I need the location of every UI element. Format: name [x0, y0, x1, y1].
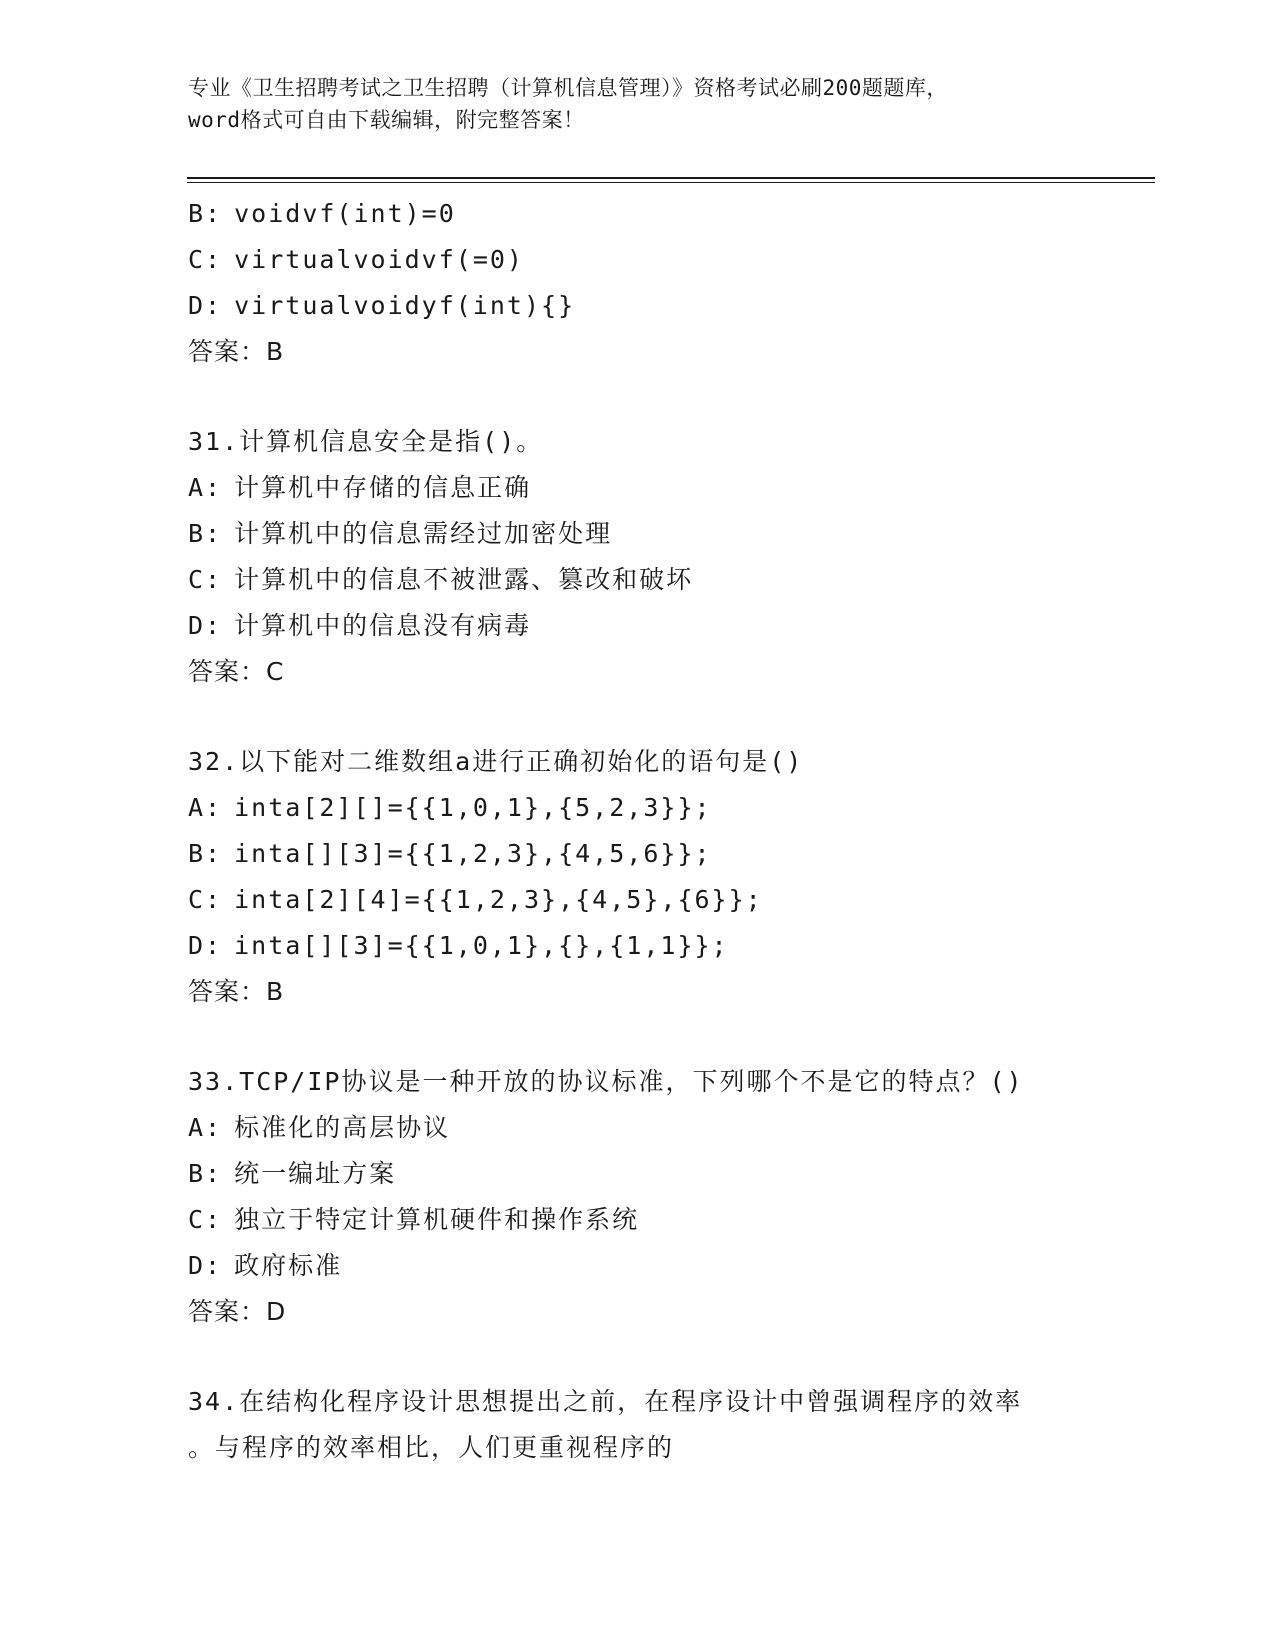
question-stem: 31.计算机信息安全是指()。	[188, 427, 544, 456]
option-a	[188, 1105, 1088, 1151]
option-letter: C:	[188, 885, 223, 914]
option-letter: D:	[188, 1251, 223, 1280]
header-divider-thick	[187, 177, 1155, 179]
option-text: virtualvoidvf(=0)	[234, 245, 524, 274]
option-text: inta[2][4]={{1,2,3},{4,5},{6}};	[234, 885, 763, 914]
option-c	[188, 237, 1088, 283]
question-31	[188, 419, 1088, 695]
option-letter: C:	[188, 245, 223, 274]
document-header	[188, 72, 1088, 136]
option-text: 政府标准	[234, 1251, 343, 1280]
option-c	[188, 877, 1088, 923]
option-b	[188, 831, 1088, 877]
option-text: 计算机中存储的信息正确	[234, 473, 532, 502]
question-list	[188, 191, 1088, 1471]
header-divider-thin	[187, 182, 1155, 183]
option-letter: D:	[188, 611, 223, 640]
option-b	[188, 1151, 1088, 1197]
option-c	[188, 557, 1088, 603]
header-title-line-2: word格式可自由下载编辑，附完整答案！	[188, 108, 585, 132]
answer-line: 答案：D	[188, 1297, 287, 1326]
answer-line: 答案：B	[188, 337, 285, 366]
answer-line: 答案：C	[188, 657, 285, 686]
option-text: inta[][3]={{1,2,3},{4,5,6}};	[234, 839, 712, 868]
option-letter: B:	[188, 1159, 223, 1188]
option-a	[188, 465, 1088, 511]
option-letter: B:	[188, 839, 223, 868]
option-letter: A:	[188, 793, 223, 822]
option-letter: D:	[188, 291, 223, 320]
option-letter: A:	[188, 1113, 223, 1142]
option-d	[188, 603, 1088, 649]
option-text: voidvf(int)=0	[234, 199, 456, 228]
option-text: 标准化的高层协议	[234, 1113, 451, 1142]
option-letter: C:	[188, 565, 223, 594]
option-d	[188, 923, 1088, 969]
option-text: 计算机中的信息不被泄露、篡改和破坏	[234, 565, 694, 594]
question-stem: 33.TCP/IP协议是一种开放的协议标准，下列哪个不是它的特点？()	[188, 1067, 1024, 1096]
option-text: 统一编址方案	[234, 1159, 397, 1188]
answer-line: 答案：B	[188, 977, 285, 1006]
question-32	[188, 739, 1088, 1015]
question-34	[188, 1379, 1088, 1471]
question-30-continued	[188, 191, 1088, 375]
option-text: 计算机中的信息没有病毒	[234, 611, 532, 640]
question-stem-line-2: 。与程序的效率相比，人们更重视程序的	[188, 1433, 675, 1462]
option-d	[188, 283, 1088, 329]
question-stem: 32.以下能对二维数组a进行正确初始化的语句是()	[188, 747, 804, 776]
option-letter: B:	[188, 199, 223, 228]
option-letter: B:	[188, 519, 223, 548]
option-c	[188, 1197, 1088, 1243]
option-letter: A:	[188, 473, 223, 502]
option-letter: D:	[188, 931, 223, 960]
option-text: inta[][3]={{1,0,1},{},{1,1}};	[234, 931, 729, 960]
option-d	[188, 1243, 1088, 1289]
option-b	[188, 191, 1088, 237]
option-letter: C:	[188, 1205, 223, 1234]
header-title-line-1: 专业《卫生招聘考试之卫生招聘（计算机信息管理）》资格考试必刷200题题库，	[188, 76, 948, 100]
option-text: 计算机中的信息需经过加密处理	[234, 519, 613, 548]
option-b	[188, 511, 1088, 557]
option-text: virtualvoidyf(int){}	[234, 291, 576, 320]
option-a	[188, 785, 1088, 831]
option-text: inta[2][]={{1,0,1},{5,2,3}};	[234, 793, 712, 822]
question-33	[188, 1059, 1088, 1335]
option-text: 独立于特定计算机硬件和操作系统	[234, 1205, 640, 1234]
question-stem-line-1: 34.在结构化程序设计思想提出之前，在程序设计中曾强调程序的效率	[188, 1387, 1023, 1416]
